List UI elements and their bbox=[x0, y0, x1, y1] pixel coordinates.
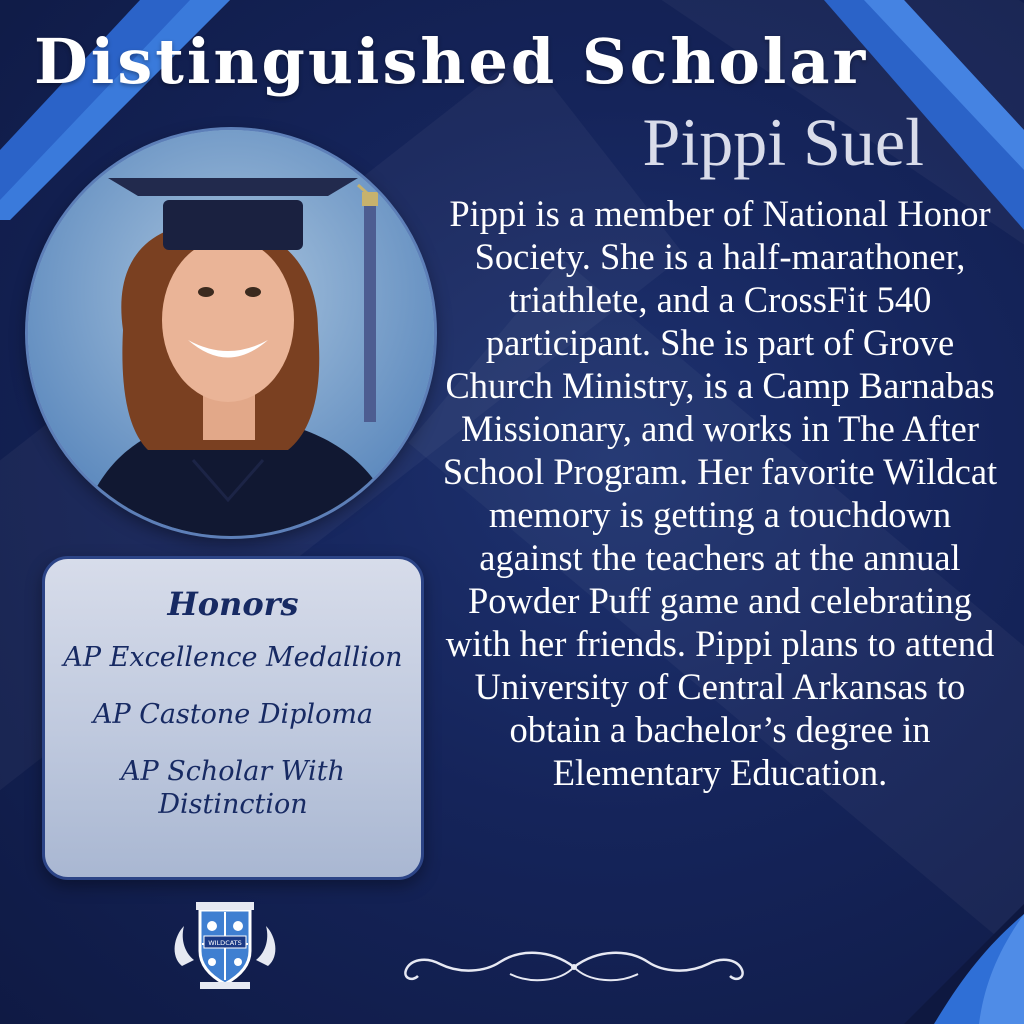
honors-list bbox=[45, 641, 421, 845]
honor-item: AP Castone Diploma bbox=[92, 699, 374, 730]
honor-item: AP Scholar With Distinction bbox=[121, 756, 345, 820]
honors-card bbox=[42, 556, 424, 880]
scholar-name: Pippi Suel bbox=[642, 104, 924, 180]
scholar-portrait bbox=[28, 130, 434, 536]
biography-text: Pippi is a member of National Honor Society. She is a half-marathoner, triathlete, and a CrossFit 540 participant. She is part of Grove Church Ministry, is a Camp Barnabas Missionary, and works in The After School Program. Her favorite Wildcat memory is getting a touchdown against the teachers at the annual Powder Puff game and celebrating with her friends. Pippi plans to attend University of Central Arkansas to obtain a bachelor’s degree in Elementary Education. bbox=[442, 193, 998, 793]
school-crest-logo bbox=[170, 896, 280, 992]
page-curl-corner bbox=[904, 904, 1024, 1024]
honors-heading: Honors bbox=[167, 585, 299, 623]
decorative-flourish bbox=[400, 944, 748, 990]
honor-item: AP Excellence Medallion bbox=[63, 642, 403, 673]
crest-label: WILDCATS bbox=[208, 939, 242, 947]
page-title: Distinguished Scholar bbox=[34, 25, 869, 98]
